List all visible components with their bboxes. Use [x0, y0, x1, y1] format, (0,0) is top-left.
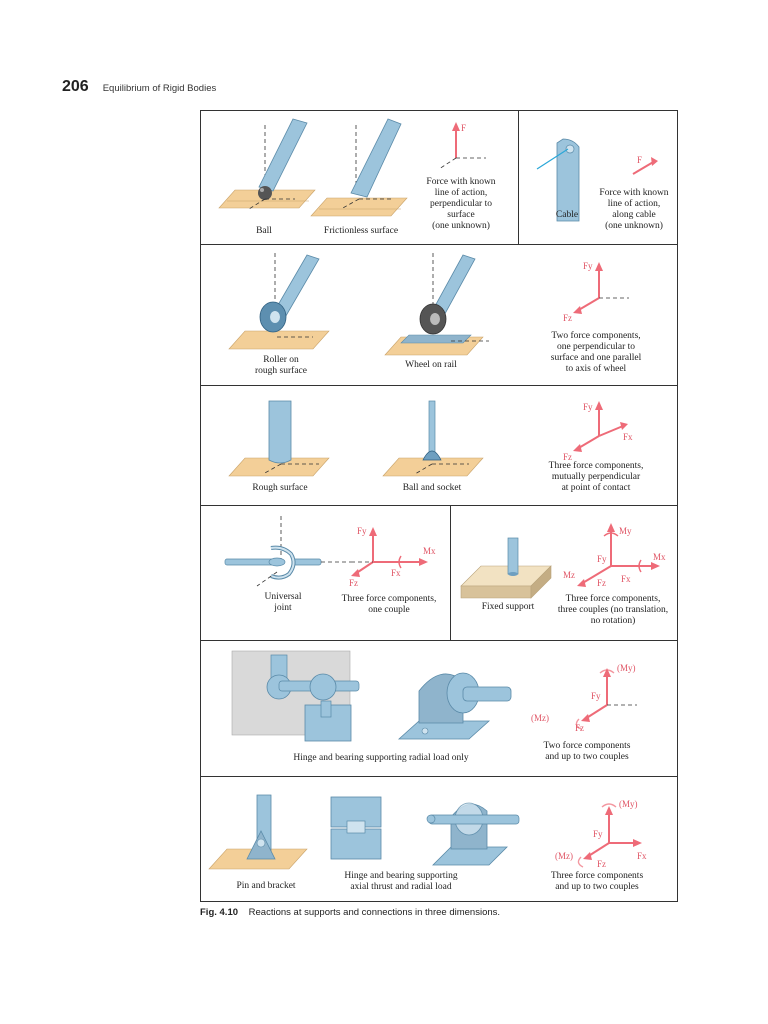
label-F-cable: F: [637, 155, 643, 165]
label-ball-and-socket: Ball and socket: [402, 483, 462, 493]
label-roller: Roller on rough surface: [255, 355, 307, 376]
label-Fz-r4: Fz: [349, 578, 358, 588]
label-hinge-axial: Hinge and bearing supporting axial thrust and radial load: [344, 871, 458, 892]
label-wheel-on-rail: Wheel on rail: [405, 360, 457, 370]
label-Fx-r4: Fx: [391, 568, 401, 578]
label-hinge-radial: Hinge and bearing supporting radial load only: [293, 753, 469, 763]
label-Mx-r4b: Mx: [653, 552, 666, 562]
label-Fz-r4b: Fz: [597, 578, 606, 588]
hinge-radial-illustration: [232, 651, 359, 741]
label-Mz-r4: Mz: [563, 570, 575, 580]
label-universal-joint: Universal joint: [264, 592, 302, 613]
label-Fx-r3: Fx: [623, 432, 633, 442]
label-rough-surface: Rough surface: [252, 483, 308, 493]
row-universal-fixed: [201, 506, 677, 641]
label-ball: Ball: [256, 226, 272, 236]
label-Fy-r5: Fy: [591, 691, 601, 701]
label-Mz-paren-r5: (Mz): [531, 713, 549, 723]
figure-caption: [200, 907, 500, 918]
label-three-force-components: Three force components, mutually perpendicular at point of contact: [548, 461, 644, 493]
wheel-on-rail-illustration: [385, 253, 489, 355]
label-Fy: Fy: [583, 261, 593, 271]
frictionless-surface-illustration: [311, 119, 407, 216]
force-vectors-three-components: [563, 401, 633, 462]
force-couple-fixed: [563, 523, 666, 588]
bearing-radial-illustration: [399, 673, 511, 739]
label-Fz-r3: Fz: [563, 452, 572, 462]
label-two-force-two-couples: Two force components and up to two couples: [543, 741, 631, 762]
label-Fz-r5: Fz: [575, 723, 584, 733]
label-My-paren-r5: (My): [617, 663, 636, 673]
figure-4-10: [200, 110, 678, 902]
rough-surface-illustration: [229, 401, 329, 476]
bearing-axial-illustration: [427, 803, 519, 865]
label-My-r4: My: [619, 526, 632, 536]
row-roller-wheel: [201, 245, 677, 386]
force-vector-cable: [633, 155, 658, 174]
universal-joint-illustration: [225, 516, 351, 586]
label-Mx-r4: Mx: [423, 546, 436, 556]
label-Fy-r4b: Fy: [597, 554, 607, 564]
label-frictionless-surface: Frictionless surface: [323, 226, 399, 236]
page-number: 206: [62, 78, 89, 95]
label-Fy-r4: Fy: [357, 526, 367, 536]
label-Fy-r6: Fy: [593, 829, 603, 839]
label-force-cable: Force with known line of action, along cable (one unknown): [599, 188, 669, 231]
ball-support-illustration: [219, 119, 315, 209]
label-F: F: [461, 123, 467, 133]
label-cable: Cable: [555, 210, 579, 220]
label-Mz-paren-r6: (Mz): [555, 851, 573, 861]
label-three-force-three-couples: Three force components, three couples (no translation, no rotation): [557, 594, 669, 626]
row-pin-hinge-axial: [201, 777, 677, 901]
label-Fx-r6: Fx: [637, 851, 647, 861]
ball-and-socket-illustration: [383, 401, 483, 476]
label-Fz: Fz: [563, 313, 572, 323]
roller-illustration: [229, 253, 329, 349]
fixed-support-illustration: [461, 538, 551, 598]
caption-text: Reactions at supports and connections in three dimensions.: [248, 907, 501, 918]
row-ball-cable: [201, 111, 677, 245]
running-title: Equilibrium of Rigid Bodies: [102, 83, 217, 94]
label-My-paren-r6: (My): [619, 799, 638, 809]
label-fixed-support: Fixed support: [481, 602, 535, 612]
pin-bracket-illustration: [209, 795, 307, 869]
row-hinge-radial: [201, 641, 677, 777]
label-force-perpendicular: Force with known line of action, perpendicular to surface (one unknown): [426, 177, 496, 231]
label-two-force-components: Two force components, one perpendicular to surface and one parallel to axis of wheel: [550, 331, 642, 374]
cable-illustration: [537, 139, 579, 221]
label-pin-bracket: Pin and bracket: [236, 881, 296, 891]
page-header: [62, 78, 216, 96]
label-three-force-two-couples: Three force components and up to two couples: [550, 871, 644, 892]
force-vector-perpendicular: [439, 122, 486, 169]
label-Fz-r6: Fz: [597, 859, 606, 869]
label-three-force-one-couple: Three force components, one couple: [341, 594, 437, 615]
caption-number: Fig. 4.10: [200, 907, 239, 918]
force-couple-universal: [349, 526, 436, 588]
label-Fy-r3: Fy: [583, 402, 593, 412]
hinge-axial-illustration: [331, 797, 381, 859]
force-vectors-two-components: [563, 261, 629, 323]
label-Fx-r4b: Fx: [621, 574, 631, 584]
row-rough-socket: [201, 386, 677, 506]
force-couple-hinge-axial: [555, 799, 647, 869]
force-couple-hinge-radial: [531, 663, 637, 733]
